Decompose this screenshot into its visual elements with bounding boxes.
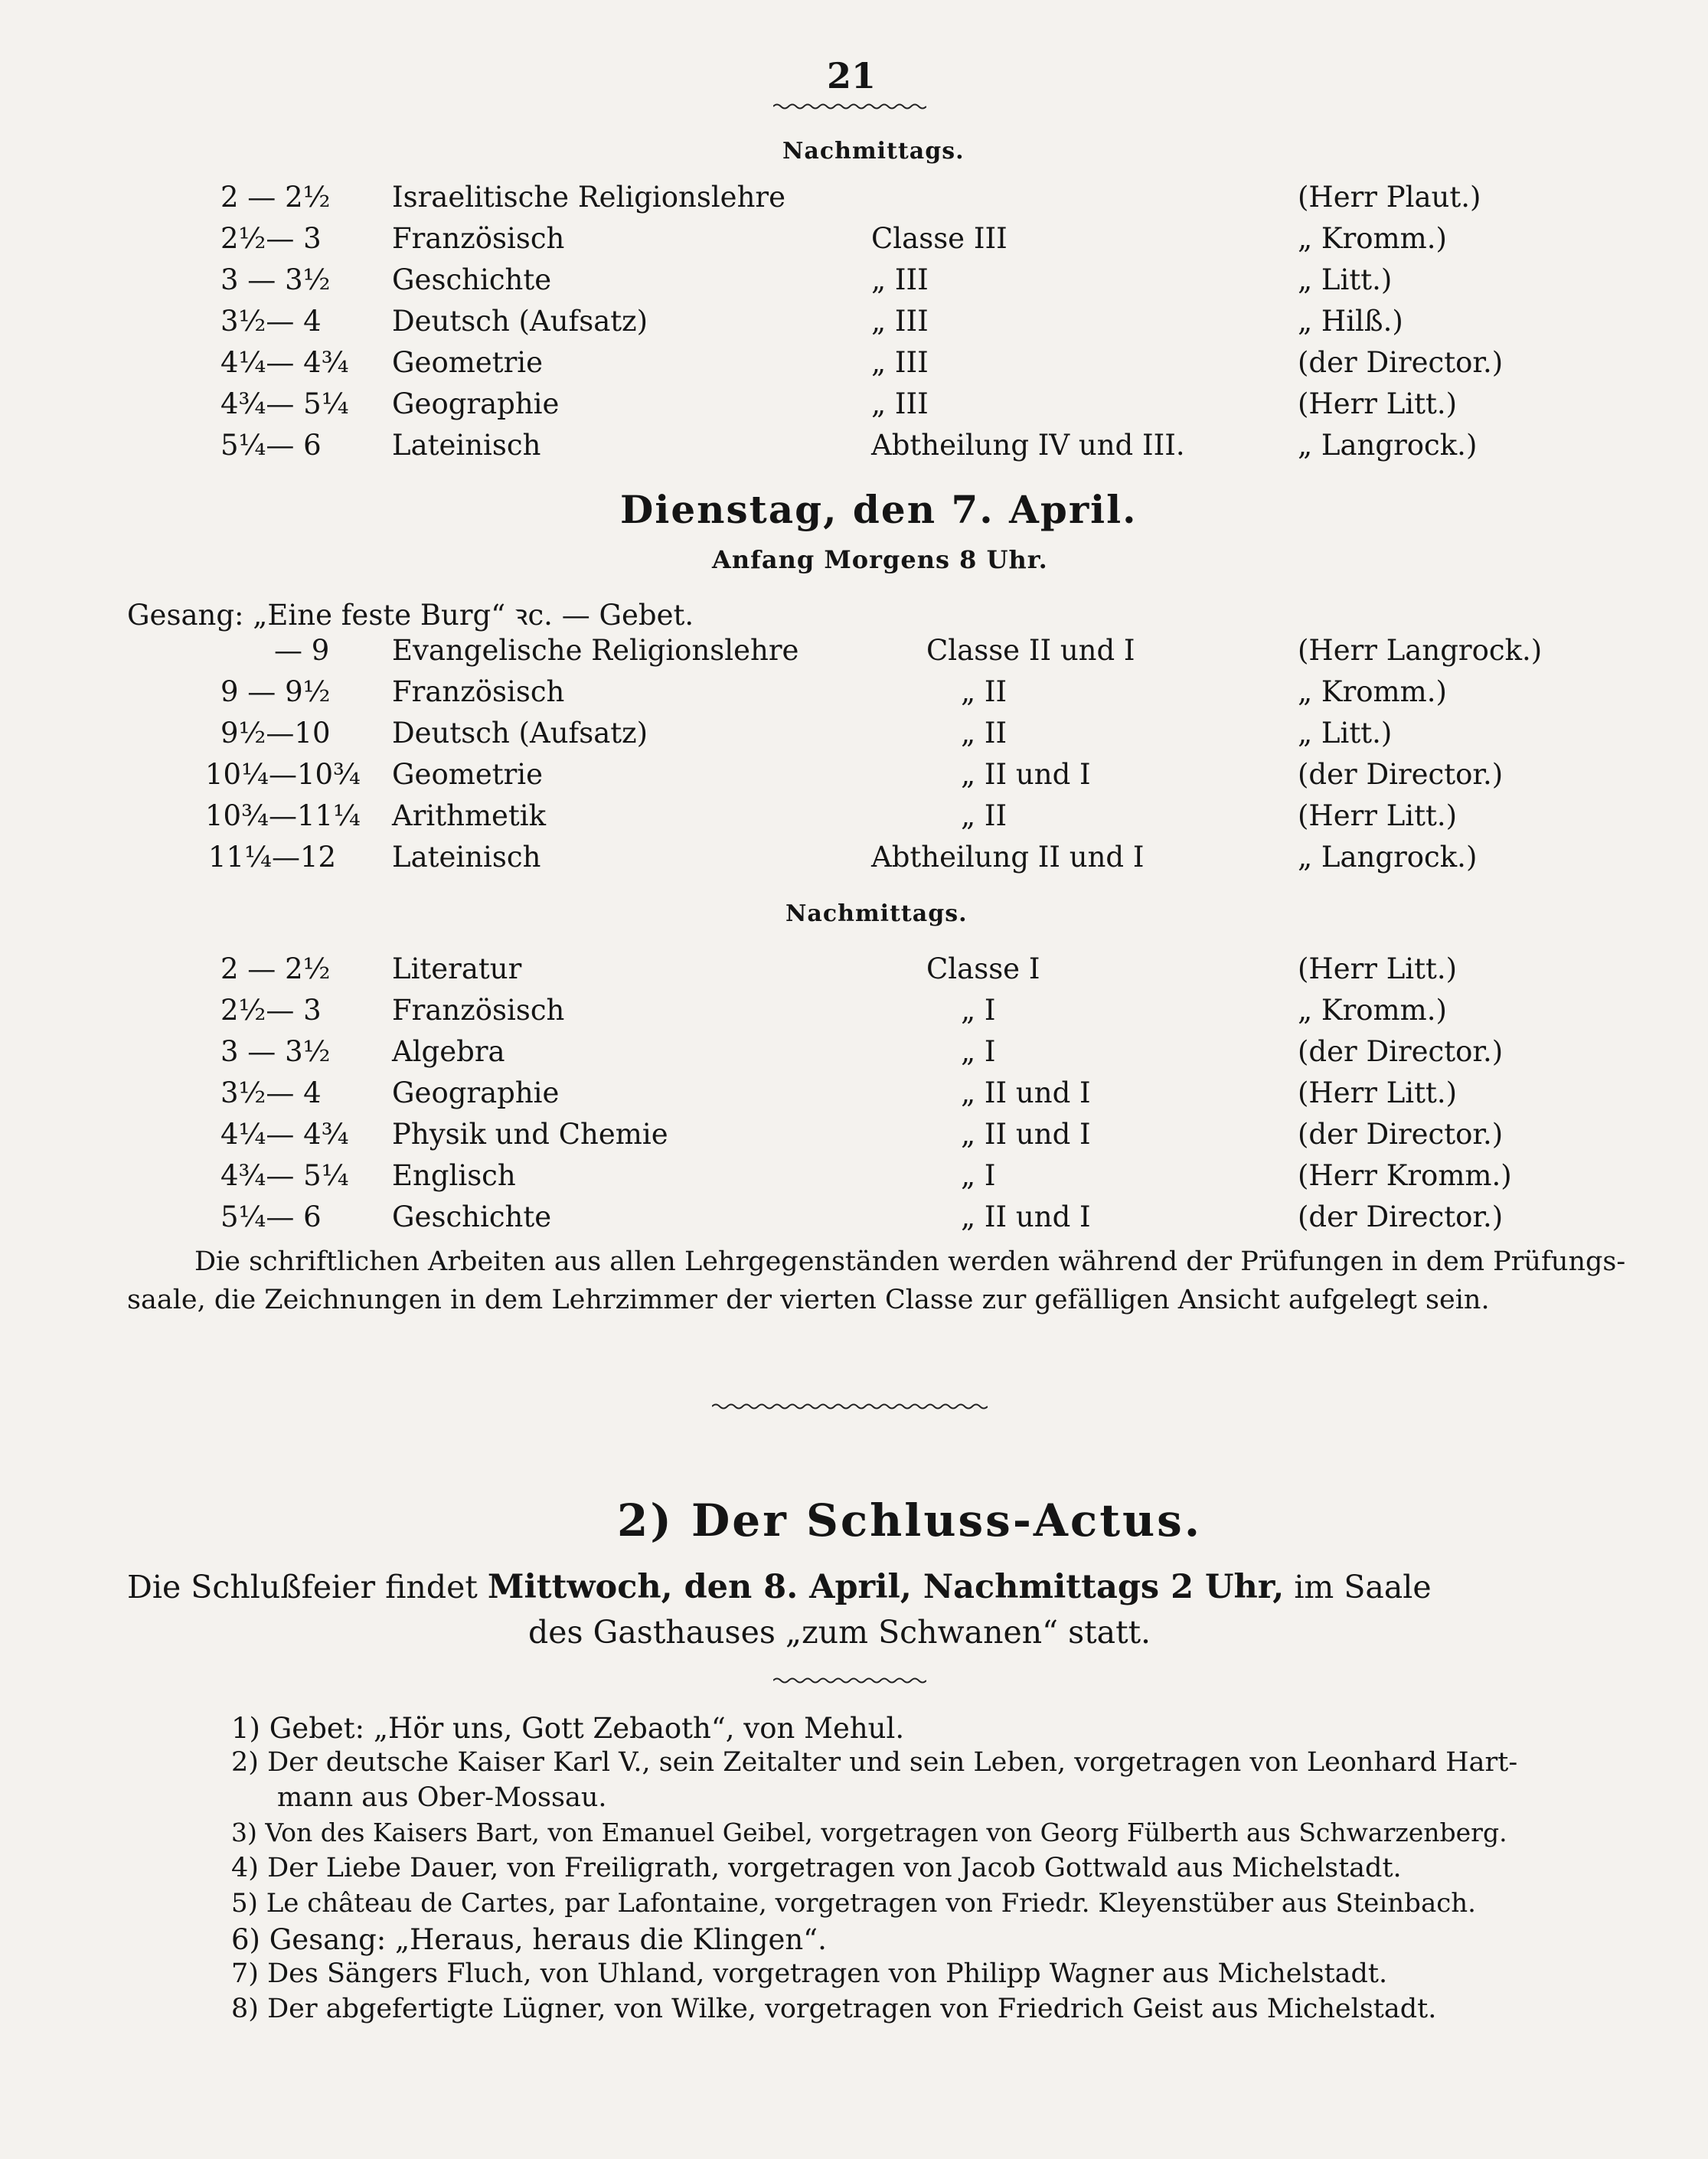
time-cell: — 9: [274, 634, 330, 667]
class-cell: „ III: [871, 387, 929, 420]
table-row: [0, 305, 1708, 345]
section2-intro-line1: [127, 1568, 1432, 1606]
list-item: [231, 1923, 827, 1956]
class-cell: „ III: [871, 263, 929, 296]
subject-cell: Deutsch (Aufsatz): [392, 305, 648, 338]
list-item-continuation: mann aus Ober-Mossau.: [277, 1782, 607, 1813]
time-cell: 4¼— 4¾: [220, 346, 349, 379]
teacher-cell: (Herr Plaut.): [1298, 181, 1481, 214]
program-number: 4): [231, 1853, 259, 1883]
table-row: [0, 758, 1708, 798]
list-item: [231, 1818, 1507, 1847]
list-item: [231, 1994, 1436, 2024]
class-cell: „ I: [961, 994, 996, 1027]
time-cell: 3 — 3½: [220, 1035, 331, 1068]
wavy-rule-bottom: [773, 1677, 926, 1684]
teacher-cell: „ Kromm.): [1298, 675, 1447, 708]
program-text: Gesang: „Heraus, heraus die Klingen“.: [269, 1923, 827, 1956]
subject-cell: Arithmetik: [392, 799, 547, 832]
intro-text-a: Die Schlußfeier findet: [127, 1569, 478, 1605]
class-cell: „ II: [961, 799, 1007, 832]
teacher-cell: (Herr Kromm.): [1298, 1159, 1512, 1192]
class-cell: „ III: [871, 346, 929, 379]
teacher-cell: (der Director.): [1298, 1200, 1504, 1233]
time-cell: 10¼—10¾: [205, 758, 361, 791]
teacher-cell: „ Langrock.): [1298, 429, 1478, 462]
program-text: Des Sängers Fluch, von Uhland, vorgetragen von Philipp Wagner aus Michelstadt.: [267, 1958, 1388, 1989]
subject-cell: Geschichte: [392, 1200, 552, 1233]
table-row: [0, 181, 1708, 220]
teacher-cell: (Herr Litt.): [1298, 952, 1458, 985]
subject-cell: Geographie: [392, 1076, 560, 1109]
time-cell: 4¾— 5¼: [220, 1159, 349, 1192]
time-cell: 9 — 9½: [220, 675, 331, 708]
class-cell: „ II: [961, 675, 1007, 708]
class-cell: „ II und I: [961, 758, 1091, 791]
tuesday-subheading: Anfang Morgens 8 Uhr.: [712, 545, 1048, 574]
program-number: 5): [231, 1888, 258, 1919]
table-row: [0, 222, 1708, 262]
table-row: [0, 429, 1708, 469]
list-item: [231, 1958, 1387, 1989]
program-text: Der Liebe Dauer, von Freiligrath, vorgetragen von Jacob Gottwald aus Michelstadt.: [267, 1853, 1402, 1883]
program-text: Der deutsche Kaiser Karl V., sein Zeitalter und sein Leben, vorgetragen von Leonhard Hart-: [267, 1747, 1518, 1778]
class-cell: Classe I: [926, 952, 1040, 985]
subject-cell: Geschichte: [392, 263, 552, 296]
teacher-cell: „ Litt.): [1298, 717, 1393, 750]
time-cell: 3½— 4: [220, 1076, 322, 1109]
time-cell: 2 — 2½: [220, 952, 331, 985]
table-row: [0, 263, 1708, 303]
class-cell: Abtheilung IV und III.: [871, 429, 1185, 462]
table-row: [0, 634, 1708, 674]
program-number: 2): [231, 1747, 259, 1778]
list-item: [231, 1747, 1517, 1778]
subject-cell: Französisch: [392, 675, 565, 708]
teacher-cell: (Herr Litt.): [1298, 387, 1458, 420]
table-row: [0, 1035, 1708, 1075]
tuesday-afternoon-heading: Nachmittags.: [785, 900, 968, 927]
time-cell: 2 — 2½: [220, 181, 331, 214]
teacher-cell: (Herr Langrock.): [1298, 634, 1543, 667]
table-row: [0, 346, 1708, 386]
program-number: 8): [231, 1994, 259, 2024]
time-cell: 2½— 3: [220, 994, 322, 1027]
table-row: [0, 952, 1708, 992]
table-row: [0, 1076, 1708, 1116]
table-row: [0, 1118, 1708, 1158]
table-row: [0, 799, 1708, 839]
subject-cell: Englisch: [392, 1159, 516, 1192]
teacher-cell: „ Langrock.): [1298, 841, 1478, 874]
page-number: 21: [827, 55, 877, 96]
class-cell: „ III: [871, 305, 929, 338]
subject-cell: Französisch: [392, 994, 565, 1027]
subject-cell: Physik und Chemie: [392, 1118, 668, 1151]
time-cell: 3 — 3½: [220, 263, 331, 296]
tuesday-heading: Dienstag, den 7. April.: [620, 487, 1138, 532]
class-cell: „ II und I: [961, 1200, 1091, 1233]
teacher-cell: (Herr Litt.): [1298, 799, 1458, 832]
class-cell: „ II: [961, 717, 1007, 750]
list-item: [231, 1712, 904, 1745]
table-row: [0, 717, 1708, 756]
class-cell: „ II und I: [961, 1118, 1091, 1151]
table-row: [0, 1200, 1708, 1240]
time-cell: 9½—10: [220, 717, 331, 750]
program-number: 3): [231, 1818, 257, 1847]
time-cell: 10¾—11¼: [205, 799, 361, 832]
program-text: Gebet: „Hör uns, Gott Zebaoth“, von Mehul.: [269, 1712, 905, 1745]
intro-date-emphasis: Mittwoch, den 8. April, Nachmittags 2 Uhr,: [487, 1568, 1285, 1606]
time-cell: 5¼— 6: [220, 429, 322, 462]
section2-title: 2) Der Schluss-Actus.: [617, 1494, 1203, 1547]
subject-cell: Geographie: [392, 387, 560, 420]
exhibit-note-line1: Die schriftlichen Arbeiten aus allen Lehrgegenständen werden während der Prüfungen in dem Prüfungs-: [194, 1246, 1626, 1277]
teacher-cell: „ Kromm.): [1298, 222, 1447, 255]
time-cell: 5¼— 6: [220, 1200, 322, 1233]
teacher-cell: „ Hilß.): [1298, 305, 1403, 338]
class-cell: Classe III: [871, 222, 1007, 255]
class-cell: „ II und I: [961, 1076, 1091, 1109]
wavy-rule-top: [773, 103, 926, 110]
program-text: Von des Kaisers Bart, von Emanuel Geibel, vorgetragen von Georg Fülberth aus Schwarzenberg.: [265, 1818, 1507, 1847]
class-cell: Classe II und I: [926, 634, 1135, 667]
subject-cell: Evangelische Religionslehre: [392, 634, 799, 667]
subject-cell: Geometrie: [392, 758, 543, 791]
table-row: [0, 387, 1708, 427]
section1-heading: Nachmittags.: [782, 138, 965, 165]
time-cell: 3½— 4: [220, 305, 322, 338]
class-cell: „ I: [961, 1035, 996, 1068]
program-text: Der abgefertigte Lügner, von Wilke, vorgetragen von Friedrich Geist aus Michelstadt.: [267, 1994, 1437, 2024]
time-cell: 4¾— 5¼: [220, 387, 349, 420]
wavy-rule-middle: [712, 1403, 988, 1410]
program-number: 7): [231, 1958, 259, 1989]
teacher-cell: „ Kromm.): [1298, 994, 1447, 1027]
list-item: [231, 1853, 1402, 1883]
table-row: [0, 675, 1708, 715]
subject-cell: Lateinisch: [392, 429, 541, 462]
subject-cell: Literatur: [392, 952, 522, 985]
teacher-cell: (der Director.): [1298, 1118, 1504, 1151]
teacher-cell: (Herr Litt.): [1298, 1076, 1458, 1109]
table-row: [0, 994, 1708, 1034]
program-text: Le château de Cartes, par Lafontaine, vorgetragen von Friedr. Kleyenstüber aus Steinbach.: [266, 1888, 1476, 1919]
list-item: [231, 1888, 1476, 1919]
table-row: [0, 841, 1708, 880]
program-number: 6): [231, 1923, 260, 1956]
subject-cell: Lateinisch: [392, 841, 541, 874]
subject-cell: Französisch: [392, 222, 565, 255]
teacher-cell: (der Director.): [1298, 346, 1504, 379]
teacher-cell: (der Director.): [1298, 758, 1504, 791]
teacher-cell: „ Litt.): [1298, 263, 1393, 296]
time-cell: 2½— 3: [220, 222, 322, 255]
class-cell: „ I: [961, 1159, 996, 1192]
subject-cell: Algebra: [392, 1035, 505, 1068]
time-cell: 11¼—12: [208, 841, 337, 874]
section2-intro-line2: des Gasthauses „zum Schwanen“ statt.: [528, 1614, 1151, 1651]
teacher-cell: (der Director.): [1298, 1035, 1504, 1068]
table-row: [0, 1159, 1708, 1199]
intro-text-c: im Saale: [1294, 1569, 1432, 1605]
subject-cell: Geometrie: [392, 346, 543, 379]
time-cell: 4¼— 4¾: [220, 1118, 349, 1151]
class-cell: Abtheilung II und I: [871, 841, 1145, 874]
subject-cell: Deutsch (Aufsatz): [392, 717, 648, 750]
subject-cell: Israelitische Religionslehre: [392, 181, 785, 214]
exhibit-note-line2: saale, die Zeichnungen in dem Lehrzimmer der vierten Classe zur gefälligen Ansicht aufgelegt sein.: [127, 1285, 1490, 1315]
tuesday-song: Gesang: „Eine feste Burg“ ꝛc. — Gebet.: [127, 599, 694, 632]
program-number: 1): [231, 1712, 260, 1745]
